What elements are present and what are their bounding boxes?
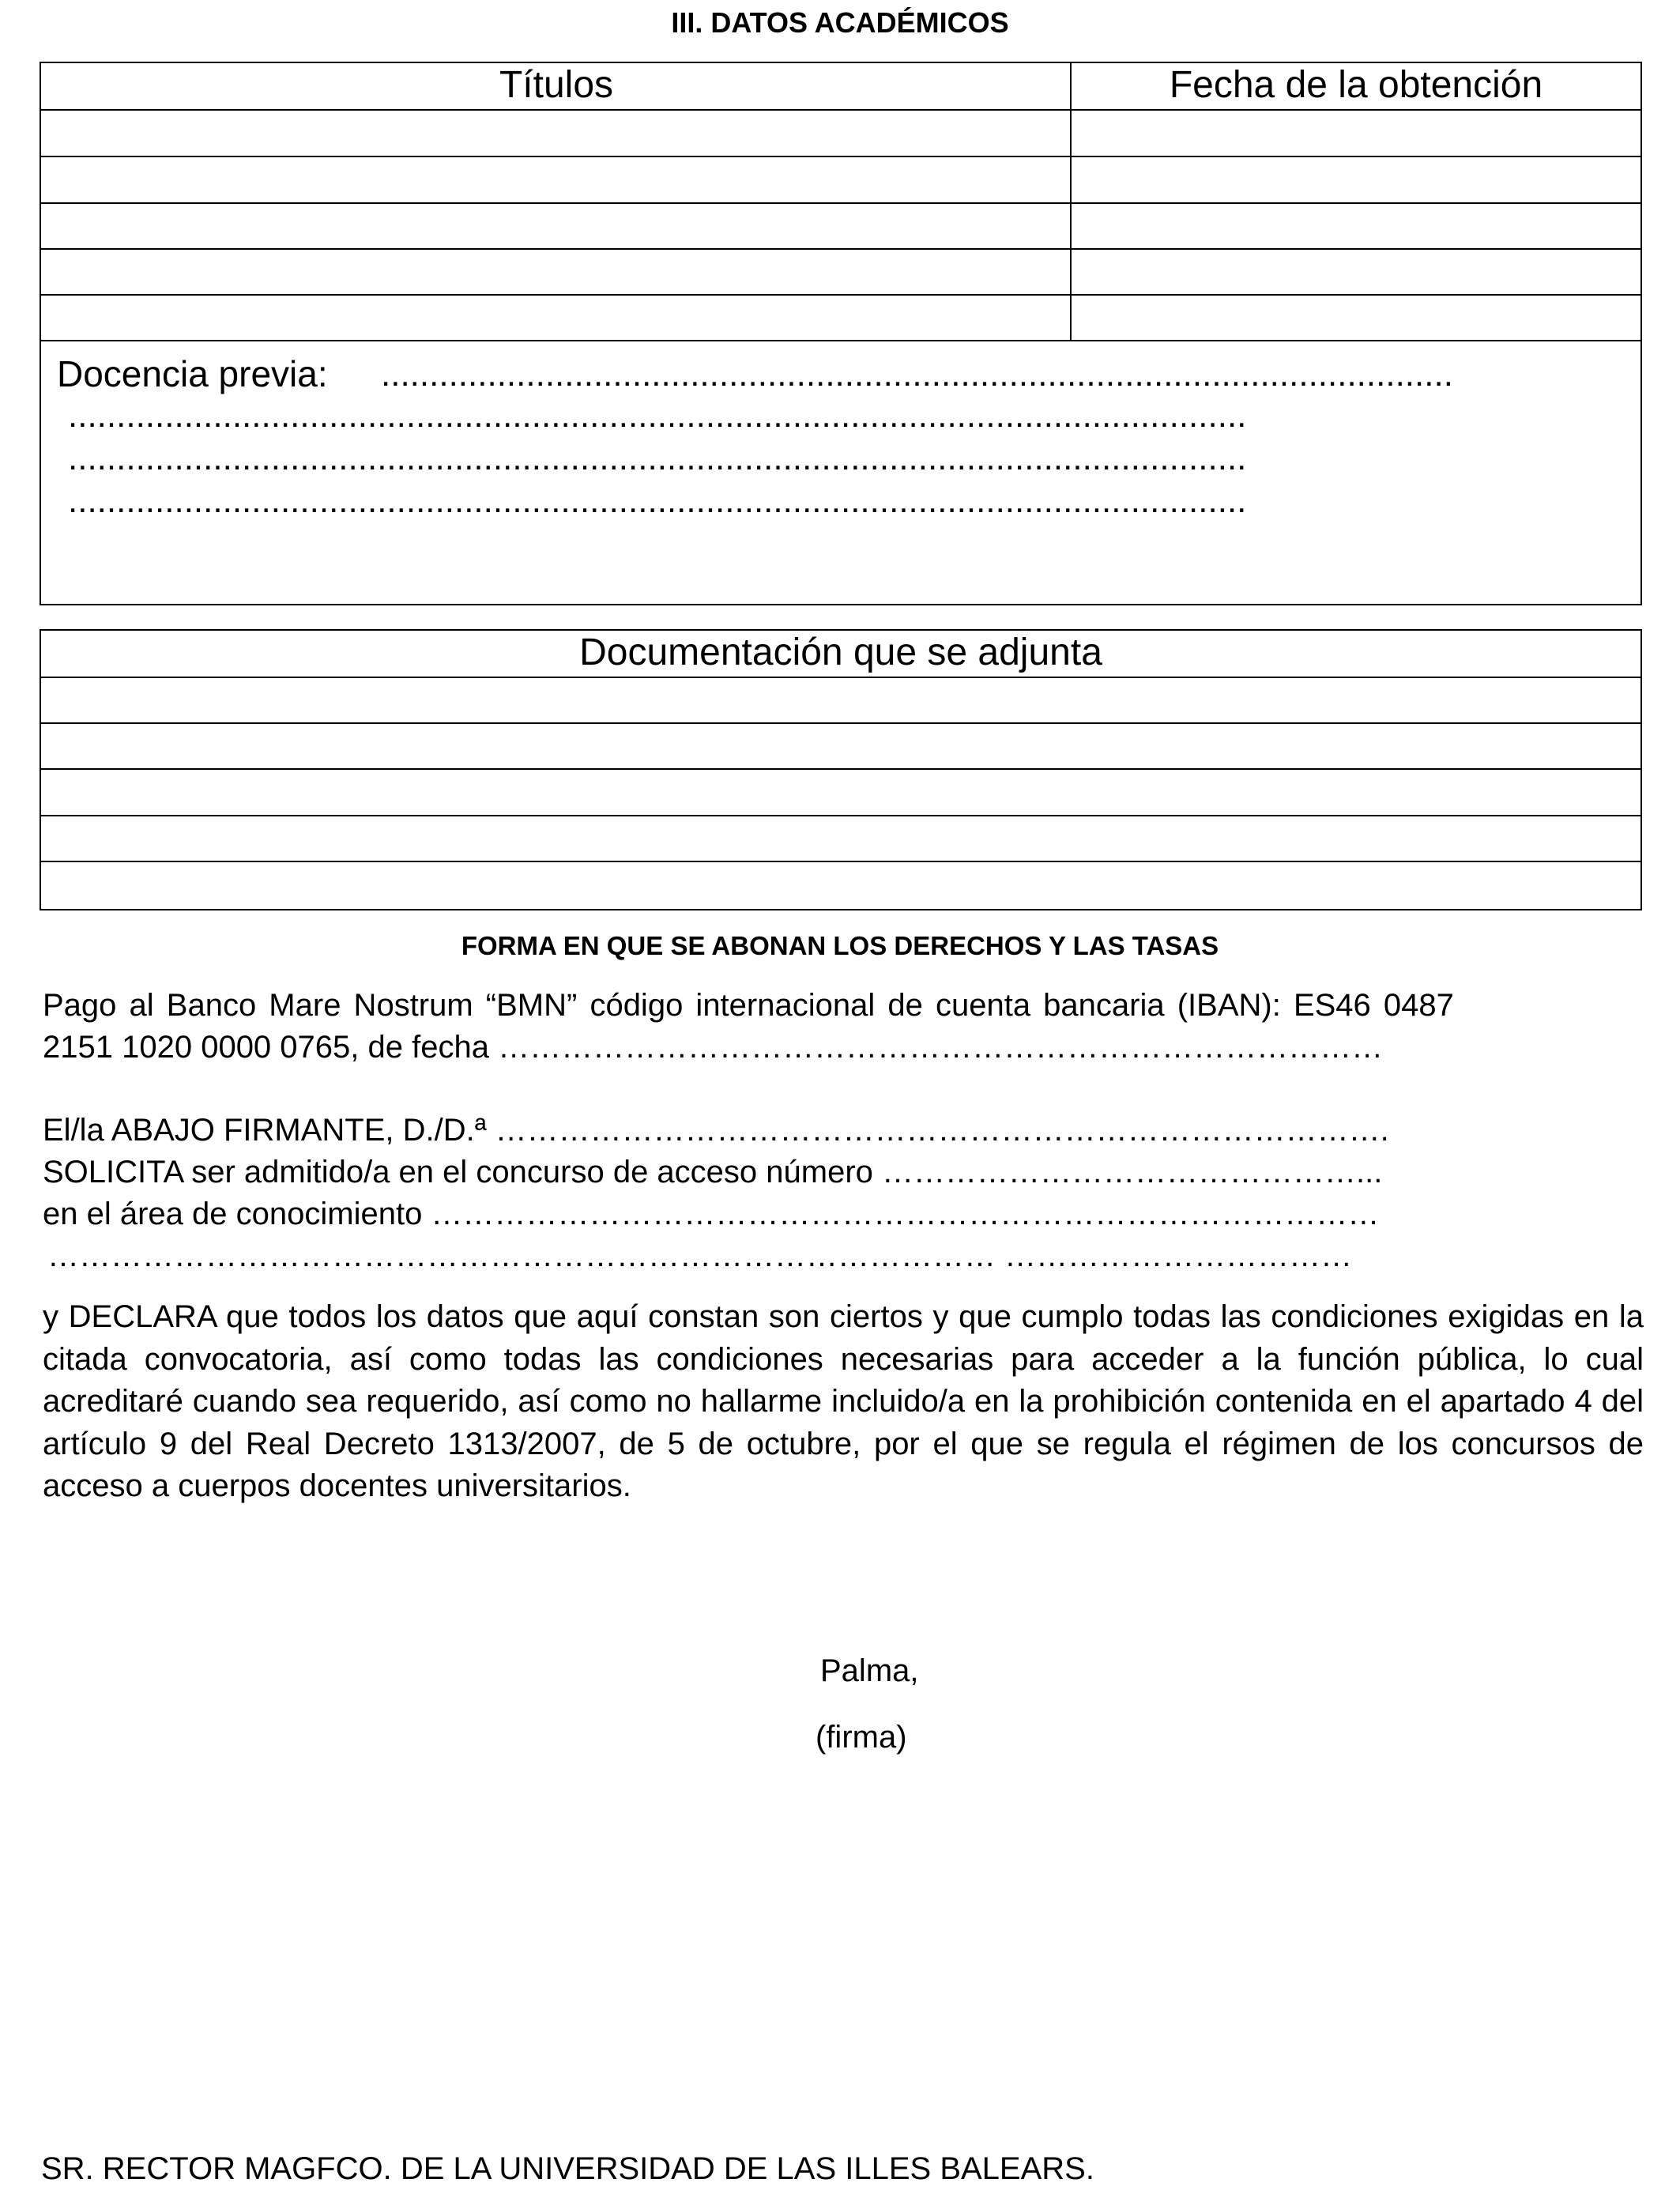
declaration-paragraph: y DECLARA que todos los datos que aquí constan son ciertos y que cumplo todas las condiciones exigidas en la citada convocatoria, así como todas las condiciones necesarias para acceder a la función pública, lo cual acreditaré cuando sea requerido, así como no hallarme incluido/a en la prohibición contenida en el apartado 4 del artículo 9 del Real Decreto 1313/2007, de 5 de octubre, por el que se regula el régimen de los concursos de acceso a cuerpos docentes universitarios. <box>43 1299 1644 1503</box>
docencia-label: Docencia previa: <box>57 353 328 394</box>
fecha-column-header: Fecha de la obtención <box>1169 64 1543 106</box>
section-title: III. DATOS ACADÉMICOS <box>671 6 1009 39</box>
docencia-line-4[interactable]: .......................................................................................................................... <box>68 481 1247 520</box>
docencia-line-1[interactable]: ............................................................................................................... <box>381 355 1453 394</box>
documentacion-row-4[interactable] <box>41 816 1640 862</box>
titulos-column-header: Títulos <box>499 64 614 106</box>
place-label: Palma, <box>820 1653 919 1688</box>
documentacion-row-1[interactable] <box>41 678 1640 724</box>
tasas-title: FORMA EN QUE SE ABONAN LOS DERECHOS Y LAS TASAS <box>461 931 1219 960</box>
titulos-row-3[interactable] <box>41 204 1640 250</box>
docencia-line-2[interactable]: .......................................................................................................................... <box>68 396 1247 435</box>
area-line[interactable]: en el área de conocimiento ……………………………………………………………………………… <box>43 1197 1380 1231</box>
firmante-line[interactable]: El/la ABAJO FIRMANTE, D./D.ª …………………………………………………………………………. <box>43 1113 1389 1148</box>
documentacion-table <box>40 629 1642 910</box>
solicita-line[interactable]: SOLICITA ser admitido/a en el concurso de acceso número ………………………………………... <box>43 1155 1383 1189</box>
signature-label: (firma) <box>816 1720 907 1755</box>
pago-line-2[interactable]: 2151 1020 0000 0765, de fecha ………………………………………………………………………… <box>43 1030 1384 1065</box>
area-continuation-line[interactable]: ……………………………………………………………………………… …………………………… <box>47 1238 1353 1273</box>
documentacion-row-3[interactable] <box>41 770 1640 816</box>
titulos-row-2[interactable] <box>41 157 1640 204</box>
documentacion-header: Documentación que se adjunta <box>579 631 1102 673</box>
titulos-row-4[interactable] <box>41 250 1640 296</box>
titulos-column-divider <box>1070 63 1072 341</box>
titulos-row-1[interactable] <box>41 111 1640 157</box>
docencia-line-3[interactable]: .......................................................................................................................... <box>68 439 1247 477</box>
titulos-table <box>40 62 1642 605</box>
titulos-row-5[interactable] <box>41 296 1640 341</box>
recipient-line: SR. RECTOR MAGFCO. DE LA UNIVERSIDAD DE LAS ILLES BALEARS. <box>41 2151 1094 2186</box>
documentacion-row-2[interactable] <box>41 724 1640 770</box>
pago-line-1: Pago al Banco Mare Nostrum “BMN” código internacional de cuenta bancaria (IBAN): ES46 0487 <box>43 988 1454 1023</box>
